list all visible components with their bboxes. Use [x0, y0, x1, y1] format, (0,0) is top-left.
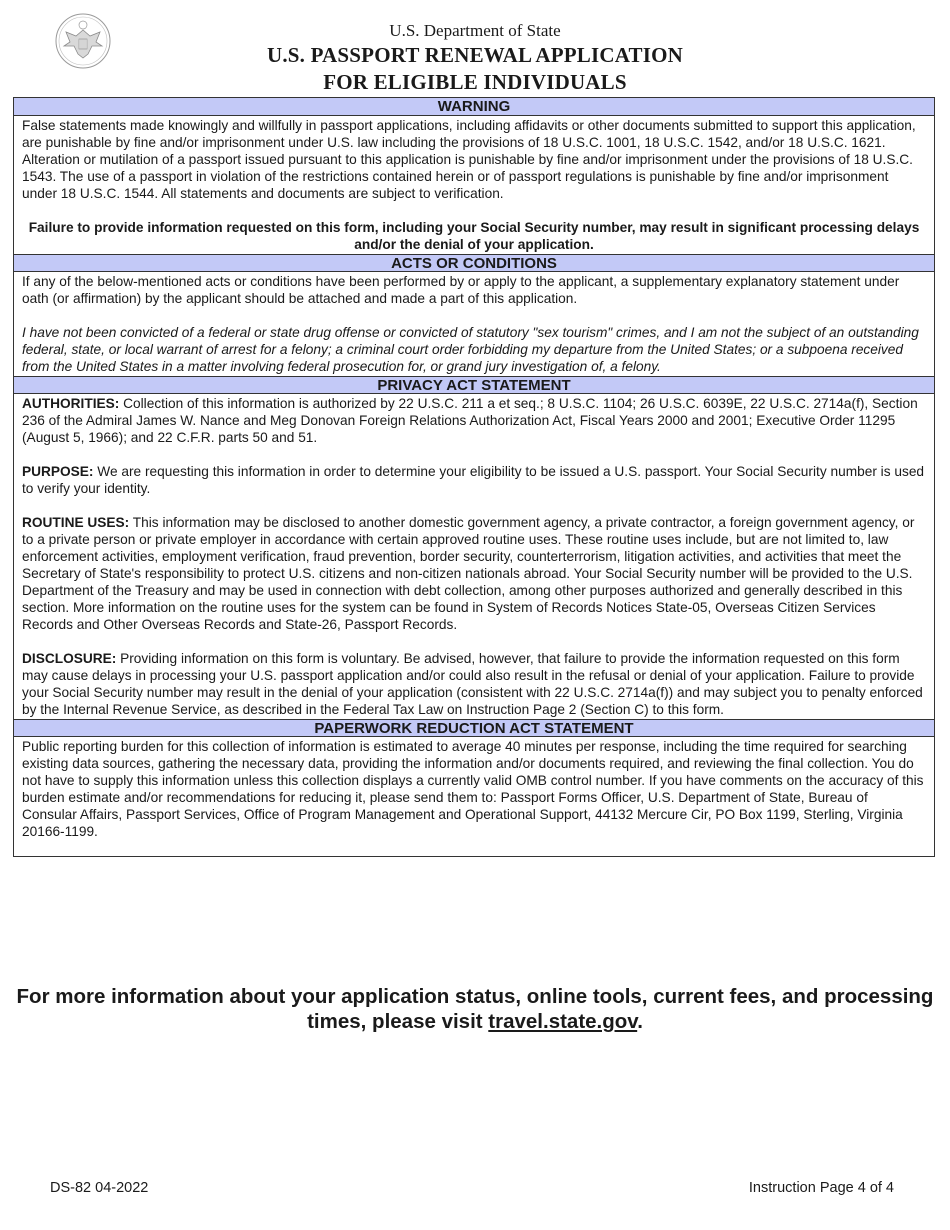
disclosure-text: Providing information on this form is voluntary. Be advised, however, that failure to provide the information requested on this form may cause delays in processing your U.S. passport application and/or could also result in the refusal or denial of your application. Failure to provide your Social Security number may result in the denial of your application (consistent with 22 U.S.C. 2714a(f)) and may subject you to penalty enforced by the Internal Revenue Service, as described in the Federal Tax Law on Instruction Page 2 (Section C) to this form.	[22, 651, 923, 717]
privacy-section	[14, 394, 934, 719]
purpose-label: PURPOSE:	[22, 464, 94, 479]
more-info-banner	[0, 984, 950, 1034]
acts-heading: ACTS OR CONDITIONS	[14, 254, 934, 272]
routine-uses-paragraph	[22, 514, 926, 633]
purpose-paragraph	[22, 463, 926, 497]
privacy-heading: PRIVACY ACT STATEMENT	[14, 376, 934, 394]
form-header	[0, 20, 950, 96]
more-info-end: .	[637, 1010, 643, 1033]
warning-heading: WARNING	[14, 98, 934, 116]
paperwork-heading: PAPERWORK REDUCTION ACT STATEMENT	[14, 719, 934, 737]
travel-state-gov-link[interactable]: travel.state.gov	[488, 1010, 638, 1033]
paperwork-section	[14, 737, 934, 841]
authorities-label: AUTHORITIES:	[22, 396, 120, 411]
paperwork-text: Public reporting burden for this collection of information is estimated to average 40 minutes per response, including the time required for searching existing data sources, gathering the necessary data, providing the information and/or documents required, and reviewing the final collection. You do not have to supply this information unless this collection displays a currently valid OMB control number. If you have comments on the accuracy of this burden estimate and/or recommendations for reducing it, please send them to: Passport Forms Officer, U.S. Department of State, Bureau of Consular Affairs, Passport Services, Office of Program Management and Operational Support, 44132 Mercure Cir, PO Box 1199, Sterling, Virginia 20166-1199.	[22, 739, 924, 839]
warning-bold-notice: Failure to provide information requested on this form, including your Social Security number, may result in significant processing delays and/or the denial of your application.	[28, 220, 920, 252]
warning-text: False statements made knowingly and willfully in passport applications, including affidavits or other documents submitted to support this application, are punishable by fine and/or imprisonment under U.S. law including the provisions of 18 U.S.C. 1001, 18 U.S.C. 1542, and/or 18 U.S.C. 1621. Alteration or mutilation of a passport issued pursuant to this application is punishable by fine and/or imprisonment under the provisions of 18 U.S.C. 1543. The use of a passport in violation of the restrictions contained herein or of passport regulations is punishable by fine and/or imprisonment under 18 U.S.C. 1544. All statements and documents are subject to verification.	[22, 118, 916, 201]
disclosure-label: DISCLOSURE:	[22, 651, 117, 666]
form-id: DS-82 04-2022	[50, 1180, 149, 1196]
disclosure-paragraph	[22, 650, 926, 718]
routine-uses-label: ROUTINE USES:	[22, 515, 130, 530]
acts-italic-statement: I have not been convicted of a federal or state drug offense or convicted of statutory "sex tourism" crimes, and I am not the subject of an outstanding federal, state, or local warrant of arrest for a felony; a criminal court order forbidding my departure from the United States; or a subpoena received from the United States in a matter involving federal prosecution for, or grand jury investigation of, a felony.	[22, 325, 919, 374]
department-name: U.S. Department of State	[389, 21, 561, 40]
authorities-text: Collection of this information is authorized by 22 U.S.C. 211 a et seq.; 8 U.S.C. 1104; 26 U.S.C. 6039E, 22 U.S.C. 2714a(f), Section 236 of the Admiral James W. Nance and Meg Donovan Foreign Relations Authorization Act, Fiscal Years 2000 and 2001; Executive Order 11295 (August 5, 1966); and 22 C.F.R. parts 50 and 51.	[22, 396, 918, 445]
purpose-text: We are requesting this information in order to determine your eligibility to be issued a U.S. passport. Your Social Security number is used to verify your identity.	[22, 464, 925, 496]
acts-section	[14, 272, 934, 376]
instructions-box	[13, 97, 935, 857]
routine-uses-text: This information may be disclosed to another domestic government agency, a private contractor, a foreign government agency, or to a private person or private employer in accordance with certain approved routine uses. These routine uses include, but are not limited to, law enforcement activities, employment verification, fraud prevention, border security, counterterrorism, litigation activities, and activities that meet the Secretary of State's responsibility to protect U.S. citizens and non-citizen nationals abroad. Your Social Security number will be provided to the U.S. Department of the Treasury and may be used in connection with debt collection, among other purposes authorized and generally described in this section. More information on the routine uses for the system can be found in System of Records Notices State-05, Overseas Citizen Services Records and Other Overseas Records and State-26, Passport Records.	[22, 515, 915, 632]
warning-section	[14, 116, 934, 254]
more-info-text: For more information about your application status, online tools, current fees, and processing times, please visit	[16, 985, 934, 1033]
acts-text: If any of the below-mentioned acts or conditions have been performed by or apply to the applicant, a supplementary explanatory statement under oath (or affirmation) by the applicant should be attached and made a part of this application.	[22, 274, 900, 306]
page-number: Instruction Page 4 of 4	[748, 1180, 894, 1196]
form-title-line2: FOR ELIGIBLE INDIVIDUALS	[323, 70, 627, 94]
form-title-line1: U.S. PASSPORT RENEWAL APPLICATION	[266, 43, 684, 67]
authorities-paragraph	[22, 395, 926, 446]
